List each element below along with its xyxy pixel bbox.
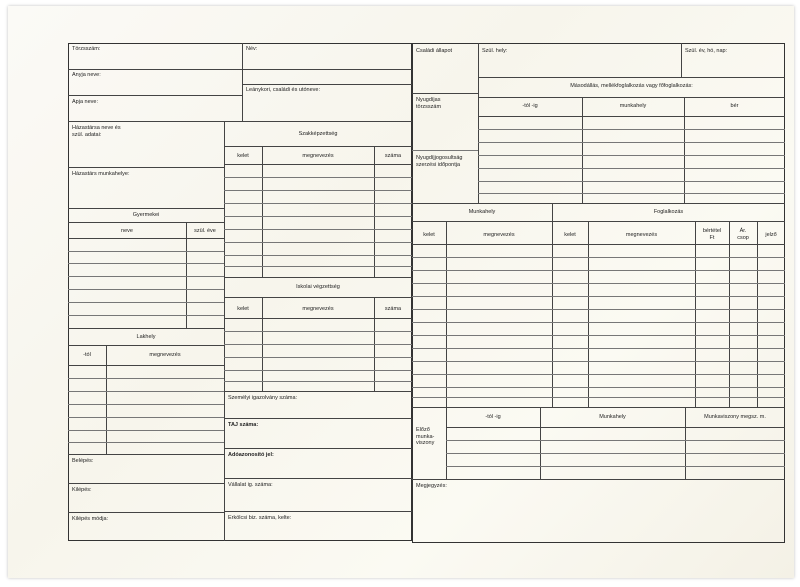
form-rule-line <box>224 318 412 319</box>
form-rule-line <box>68 121 412 122</box>
szemelyi-igazolvany-label: Személyi igazolvány száma: <box>228 395 298 401</box>
taj-szama-label: TAJ száma: <box>228 422 259 428</box>
szul-hely-label: Szül. hely: <box>482 48 508 54</box>
form-rule-line <box>224 216 412 217</box>
form-rule-line <box>68 404 224 405</box>
form-rule-line <box>68 69 412 70</box>
form-rule-line <box>412 203 785 204</box>
form-rule-line <box>478 168 785 169</box>
form-rule-line <box>685 407 686 479</box>
anyja-neve-label: Anyja neve: <box>72 72 101 78</box>
form-rule-line <box>186 222 187 328</box>
apja-neve-label: Apja neve: <box>72 99 98 105</box>
szak-megnevezes-header: megnevezés <box>302 153 334 159</box>
form-rule-line <box>757 221 758 407</box>
form-rule-line <box>412 335 785 336</box>
left-block <box>68 43 412 541</box>
form-rule-line <box>412 387 785 388</box>
form-rule-line <box>412 270 785 271</box>
nyugdijas-torzsszam-label: Nyugdíjas törzsszám <box>416 97 442 110</box>
form-rule-line <box>412 479 785 480</box>
form-rule-line <box>68 251 224 252</box>
form-rule-line <box>412 374 785 375</box>
belepes-label: Belépés: <box>72 458 94 464</box>
form-rule-line <box>412 361 785 362</box>
form-rule-line <box>412 244 785 245</box>
form-rule-line <box>729 221 730 407</box>
form-rule-line <box>68 167 224 168</box>
form-rule-line <box>478 77 785 78</box>
form-rule-line <box>224 357 412 358</box>
form-rule-line <box>412 348 785 349</box>
form-rule-line <box>68 483 224 484</box>
form-rule-line <box>478 129 785 130</box>
form-rule-line <box>412 93 478 94</box>
isk-szama-header: száma <box>384 306 402 312</box>
form-rule-line <box>262 146 263 277</box>
em-tol-ig-header: -tól -ig <box>485 414 501 420</box>
isk-kelet-header: kelet <box>237 306 249 312</box>
form-rule-line <box>412 397 785 398</box>
form-rule-line <box>412 283 785 284</box>
erkolcsi-biz-label: Erkölcsi biz. száma, kelte: <box>228 515 292 521</box>
form-rule-line <box>478 43 479 203</box>
hazastars-munkahely-label: Házastárs munkahelye: <box>72 171 130 177</box>
form-rule-line <box>224 511 412 512</box>
form-rule-line <box>374 146 375 277</box>
form-rule-line <box>224 229 412 230</box>
form-rule-line <box>412 257 785 258</box>
form-rule-line <box>68 512 224 513</box>
szul-ev-label: Szül. év, hó, nap: <box>685 48 728 54</box>
kilepes-modja-label: Kilépés módja: <box>72 516 109 522</box>
form-rule-line <box>224 370 412 371</box>
em-munkahely-header: Munkahely <box>599 414 626 420</box>
form-rule-line <box>68 315 224 316</box>
form-rule-line <box>588 221 589 407</box>
form-rule-line <box>68 222 224 223</box>
lakhely-heading: Lakhely <box>136 334 156 340</box>
fg-ar-csop-header: Ár. csop <box>737 228 749 241</box>
form-rule-line <box>68 442 224 443</box>
form-rule-line <box>412 322 785 323</box>
form-rule-line <box>68 417 224 418</box>
form-rule-line <box>224 242 412 243</box>
fg-kelet-header: kelet <box>564 232 576 238</box>
lakhely-tol-header: -tól <box>83 352 91 358</box>
megjegyzes-label: Megjegyzés: <box>416 483 447 489</box>
leanykori-nev-label: Leánykori, családi és utónevе: <box>246 87 320 93</box>
form-rule-line <box>478 116 785 117</box>
form-rule-line <box>68 328 224 329</box>
form-rule-line <box>224 277 412 278</box>
form-rule-line <box>446 427 785 428</box>
form-rule-line <box>224 164 412 165</box>
masodallas-label: Másodállás, mellékfoglalkozás vagy főfoglalkozás: <box>570 83 693 89</box>
fg-jelzo-header: jelző <box>765 232 777 238</box>
form-rule-line <box>242 43 243 121</box>
form-rule-line <box>224 297 412 298</box>
form-rule-line <box>224 190 412 191</box>
gyermek-szul-eve-header: szül. éve <box>194 228 216 234</box>
form-rule-line <box>68 302 224 303</box>
fg-megnevezes-header: megnevezés <box>625 232 658 238</box>
form-rule-line <box>68 263 224 264</box>
masodallas-munkahely-header: munkahely <box>619 103 647 109</box>
form-rule-line <box>540 407 541 479</box>
form-rule-line <box>224 381 412 382</box>
form-rule-line <box>582 97 583 203</box>
hazastars-neve-label: Házastársa neve és szül. adatai: <box>72 125 121 138</box>
form-rule-line <box>446 440 785 441</box>
masodallas-tol-ig-header: -tól -ig <box>522 103 538 109</box>
form-rule-line <box>68 289 224 290</box>
form-rule-line <box>478 97 785 98</box>
form-rule-line <box>68 454 224 455</box>
nyugdijjogosultsag-label: Nyugdíjjogosultság szerzési időpontja <box>416 155 463 168</box>
gyermek-neve-header: neve <box>121 228 133 234</box>
form-rule-line <box>446 221 447 407</box>
form-rule-line <box>478 181 785 182</box>
form-rule-line <box>224 255 412 256</box>
form-rule-line <box>224 391 412 392</box>
torzsszam-label: Törzsszám: <box>72 46 101 52</box>
foglalkozas-heading: Foglalkozás <box>653 209 684 215</box>
form-rule-line <box>446 466 785 467</box>
gyermekei-heading: Gyermekei <box>132 212 160 218</box>
csaladi-allapot-label: Családi állapot <box>416 48 453 54</box>
form-rule-line <box>681 43 682 77</box>
form-rule-line <box>224 448 412 449</box>
form-rule-line <box>412 296 785 297</box>
form-rule-line <box>68 276 224 277</box>
form-rule-line <box>478 142 785 143</box>
form-rule-line <box>68 391 224 392</box>
form-rule-line <box>224 177 412 178</box>
form-rule-line <box>478 193 785 194</box>
form-rule-line <box>68 208 224 209</box>
szak-kelet-header: kelet <box>237 153 249 159</box>
masodallas-ber-header: bér <box>730 103 739 109</box>
iskolai-vegzettseg-heading: Iskolai végzettség <box>296 284 340 290</box>
form-rule-line <box>242 84 412 85</box>
form-rule-line <box>68 430 224 431</box>
form-rule-line <box>446 453 785 454</box>
munkahely-heading: Munkahely <box>468 209 496 215</box>
form-rule-line <box>68 238 224 239</box>
form-rule-line <box>412 150 478 151</box>
form-rule-line <box>412 309 785 310</box>
form-rule-line <box>412 407 785 408</box>
elozo-munkaviszony-label: Előző munka- viszony <box>416 427 435 446</box>
fg-bertetel-header: bértétel Ft <box>702 228 722 241</box>
mh-kelet-header: kelet <box>423 232 435 238</box>
form-rule-line <box>68 345 224 346</box>
isk-megnevezes-header: megnevezés <box>302 306 334 312</box>
form-rule-line <box>695 221 696 407</box>
form-rule-line <box>224 418 412 419</box>
form-rule-line <box>224 478 412 479</box>
szakkepzettseg-heading: Szakképzettség <box>298 131 338 137</box>
form-rule-line <box>106 345 107 454</box>
mh-megnevezes-header: megnevezés <box>483 232 515 238</box>
form-rule-line <box>68 95 242 96</box>
em-megsz-header: Munkaviszony megsz. m. <box>704 414 766 420</box>
form-rule-line <box>68 378 224 379</box>
adoazonosito-label: Adóazonosító jel: <box>228 452 274 458</box>
form-rule-line <box>224 344 412 345</box>
form-rule-line <box>224 331 412 332</box>
form-rule-line <box>224 266 412 267</box>
form-rule-line <box>684 97 685 203</box>
nev-label: Név: <box>246 46 258 52</box>
kilepes-label: Kilépés: <box>72 487 92 493</box>
szak-szama-header: száma <box>384 153 402 159</box>
vallalat-ig-label: Vállalat ig. száma: <box>228 482 273 488</box>
form-rule-line <box>224 146 412 147</box>
form-rule-line <box>224 203 412 204</box>
form-rule-line <box>478 155 785 156</box>
lakhely-megnevezes-header: megnevezés <box>149 352 181 358</box>
form-rule-line <box>68 365 224 366</box>
